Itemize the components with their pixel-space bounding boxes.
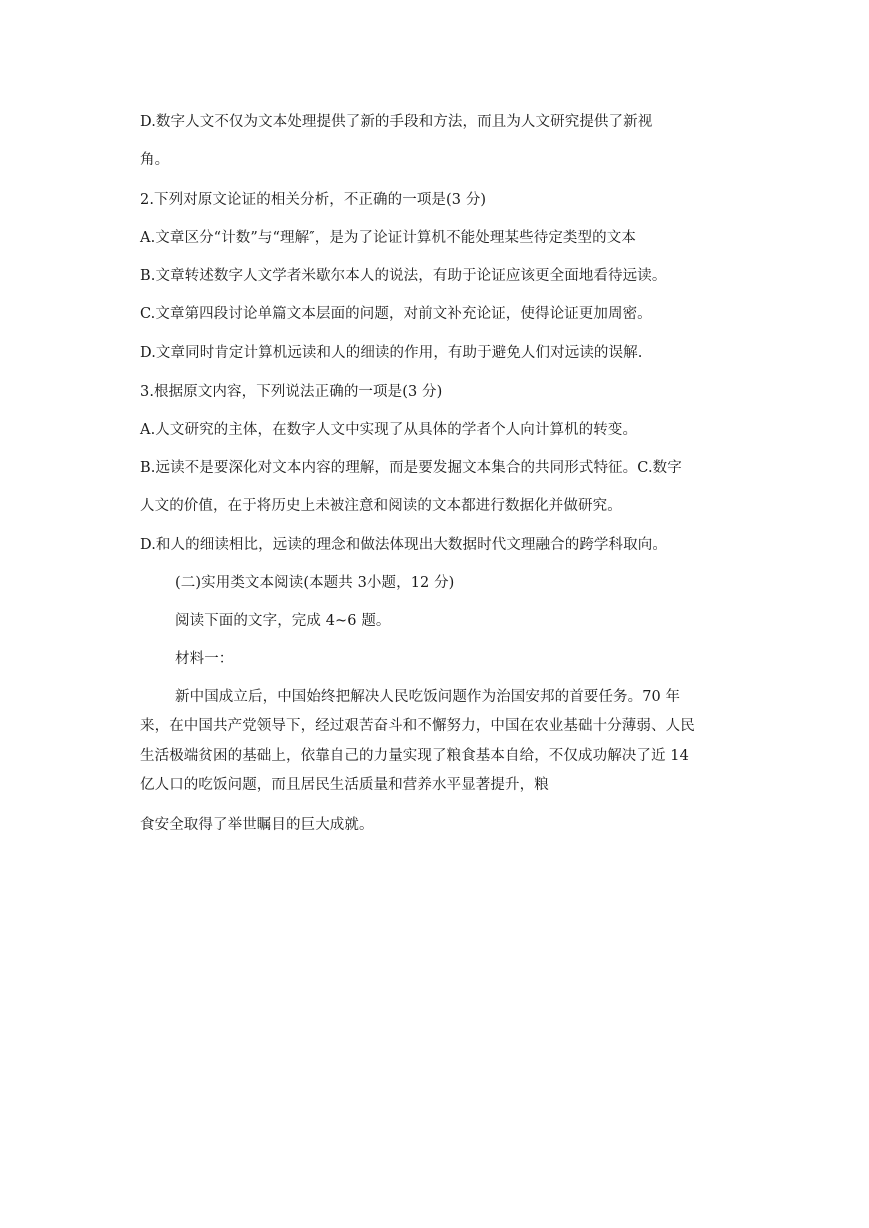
section-heading: (二)实用类文本阅读(本题共 3小题，12 分) bbox=[175, 575, 455, 591]
option-d-line1: D.数字人文不仅为文本处理提供了新的手段和方法，而且为人文研究提供了新视 bbox=[140, 114, 653, 130]
paragraph-line5: 食安全取得了举世瞩目的巨大成就。 bbox=[140, 817, 374, 833]
material-one-label: 材料一： bbox=[175, 651, 234, 667]
option-d-line2: 角。 bbox=[140, 152, 170, 168]
q2-option-a: A.文章区分“计数”与“理解″，是为了论证计算机不能处理某些待定类型的文本 bbox=[140, 230, 636, 246]
paragraph-line4: 亿人口的吃饭问题，而且居民生活质量和营养水平显著提升，粮 bbox=[140, 777, 549, 793]
reading-instruction: 阅读下面的文字，完成 4~6 题。 bbox=[175, 613, 391, 629]
q2-option-c: C.文章第四段讨论单篇文本层面的问题，对前文补充论证，使得论证更加周密。 bbox=[140, 306, 652, 322]
q3-option-b: B.远读不是要深化对文本内容的理解，而是要发掘文本集合的共同形式特征。C.数字 bbox=[140, 460, 682, 476]
q2-option-b: B.文章转述数字人文学者米歇尔本人的说法，有助于论证应该更全面地看待远读。 bbox=[140, 268, 667, 284]
q2-option-d: D.文章同时肯定计算机远读和人的细读的作用，有助于避免人们对远读的误解. bbox=[140, 345, 643, 361]
question-3-stem: 3.根据原文内容，下列说法正确的一项是(3 分) bbox=[140, 384, 443, 400]
q3-option-d: D.和人的细读相比，远读的理念和做法体现出大数据时代文理融合的跨学科取向。 bbox=[140, 537, 667, 553]
paragraph-line3: 生活极端贫困的基础上，依靠自己的力量实现了粮食基本自给，不仅成功解决了近 14 bbox=[140, 748, 689, 764]
q3-option-a: A.人文研究的主体，在数字人文中实现了从具体的学者个人向计算机的转变。 bbox=[140, 422, 638, 438]
paragraph-line1: 新中国成立后，中国始终把解决人民吃饭问题作为治国安邦的首要任务。70 年 bbox=[175, 689, 681, 705]
q3-option-c: 人文的价值，在于将历史上未被注意和阅读的文本都进行数据化并做研究。 bbox=[140, 498, 622, 514]
paragraph-line2: 来，在中国共产党领导下，经过艰苦奋斗和不懈努力，中国在农业基础十分薄弱、人民 bbox=[140, 718, 695, 734]
question-2-stem: 2.下列对原文论证的相关分析，不正确的一项是(3 分) bbox=[140, 192, 487, 208]
